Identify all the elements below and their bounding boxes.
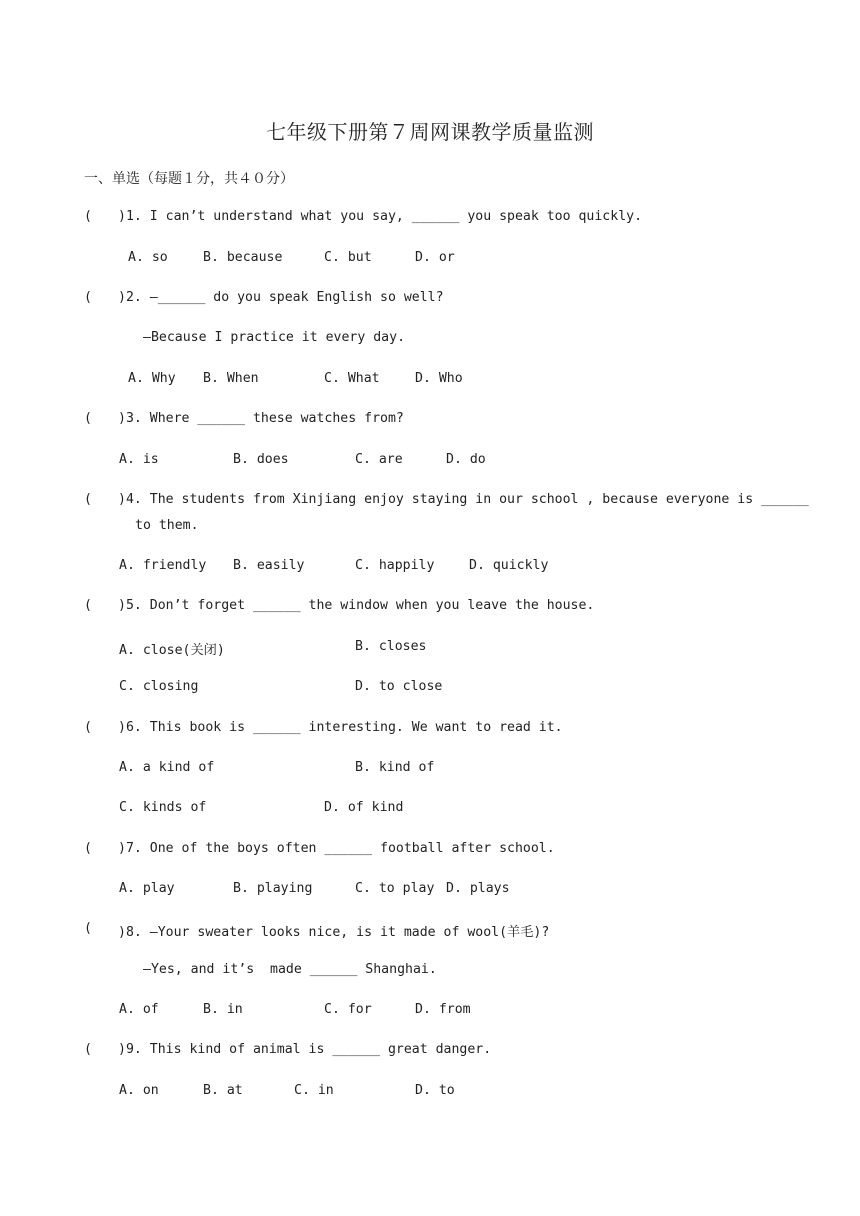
option-a: A. play: [119, 881, 175, 896]
option-a: A. close(关闭): [119, 643, 225, 658]
answer-paren: (: [84, 1042, 92, 1057]
option-c: C. for: [324, 1002, 372, 1017]
option-d: D. quickly: [469, 558, 549, 573]
option-a: A. so: [128, 250, 168, 265]
option-b: B. closes: [355, 639, 427, 654]
question-stem: )2. —______ do you speak English so well?: [118, 290, 444, 305]
question-reply: —Because I practice it every day.: [143, 330, 406, 345]
option-d: D. to: [415, 1083, 455, 1098]
option-a: A. friendly: [119, 558, 207, 573]
option-c: C. happily: [355, 558, 435, 573]
question-reply: —Yes, and it’s made ______ Shanghai.: [143, 962, 437, 977]
option-c: C. kinds of: [119, 800, 207, 815]
option-d: D. plays: [446, 881, 510, 896]
option-d: D. do: [446, 452, 486, 467]
question-stem: )4. The students from Xinjiang enjoy staying in our school , because everyone is ______: [118, 492, 809, 507]
option-d: D. of kind: [324, 800, 404, 815]
option-c: C. What: [324, 371, 380, 386]
option-a: A. of: [119, 1002, 159, 1017]
option-c: C. are: [355, 452, 403, 467]
option-b: B. playing: [233, 881, 313, 896]
section-heading: 一、单选（每题１分，共４０分）: [84, 171, 294, 187]
option-a: A. on: [119, 1083, 159, 1098]
question-stem: )6. This book is ______ interesting. We want to read it.: [118, 720, 563, 735]
page-title: 七年级下册第７周网课教学质量监测: [266, 120, 594, 144]
answer-paren: (: [84, 209, 92, 224]
question-stem: )9. This kind of animal is ______ great danger.: [118, 1042, 492, 1057]
option-c: C. but: [324, 250, 372, 265]
question-stem: )7. One of the boys often ______ football after school.: [118, 841, 555, 856]
option-b: B. because: [203, 250, 283, 265]
option-c: C. closing: [119, 679, 199, 694]
option-b: B. does: [233, 452, 289, 467]
answer-paren: (: [84, 841, 92, 856]
option-a: A. Why: [128, 371, 176, 386]
option-c: C. to play: [355, 881, 435, 896]
option-b: B. When: [203, 371, 259, 386]
option-c: C. in: [294, 1083, 334, 1098]
option-b: B. kind of: [355, 760, 435, 775]
answer-paren: (: [84, 720, 92, 735]
question-stem: )8. —Your sweater looks nice, is it made of wool(羊毛)?: [118, 925, 550, 940]
option-b: B. easily: [233, 558, 305, 573]
question-stem-continued: to them.: [135, 518, 199, 533]
option-d: D. from: [415, 1002, 471, 1017]
option-b: B. in: [203, 1002, 243, 1017]
option-d: D. Who: [415, 371, 463, 386]
answer-paren: (: [84, 492, 92, 507]
question-stem: )3. Where ______ these watches from?: [118, 411, 404, 426]
option-d: D. or: [415, 250, 455, 265]
answer-paren: (: [84, 921, 92, 936]
question-stem: )5. Don’t forget ______ the window when you leave the house.: [118, 598, 595, 613]
option-d: D. to close: [355, 679, 443, 694]
question-stem: )1. I can’t understand what you say, ______ you speak too quickly.: [118, 209, 643, 224]
answer-paren: (: [84, 598, 92, 613]
option-a: A. a kind of: [119, 760, 215, 775]
option-b: B. at: [203, 1083, 243, 1098]
option-a: A. is: [119, 452, 159, 467]
answer-paren: (: [84, 411, 92, 426]
answer-paren: (: [84, 290, 92, 305]
